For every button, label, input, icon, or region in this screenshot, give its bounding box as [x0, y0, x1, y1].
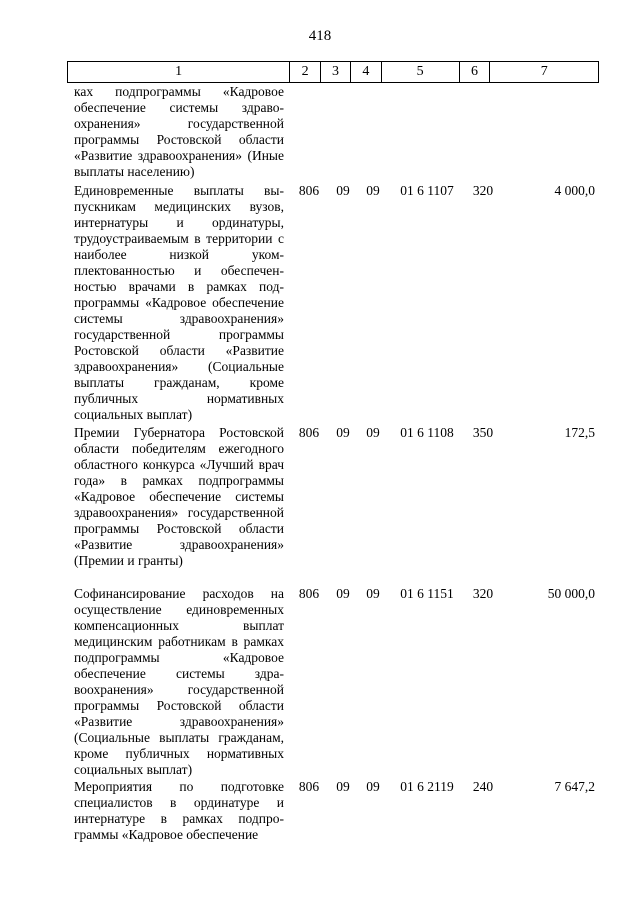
- row-col3: 09: [336, 425, 350, 440]
- row-description: Софинансирование расходов на осуществление единовременных компенсационных выплат медицинским работникам в рамках подпрограммы «Кадровое обеспечение системы здравоохранения» государственной программы Ростовской области «Развитие здравоохранения» (Социальные выплаты гражданам, кроме публичных нормативных социальных выплат): [74, 586, 284, 777]
- table-header: [67, 61, 599, 83]
- row-col6: 320: [472, 183, 494, 198]
- row-col2: 806: [298, 183, 320, 198]
- row-col4: 09: [366, 586, 380, 601]
- row-col5: 01 6 1108: [400, 425, 454, 440]
- row-col3: 09: [336, 183, 350, 198]
- row-col4: 09: [366, 425, 380, 440]
- row-col4: 09: [366, 779, 380, 794]
- header-col-7: 7: [489, 62, 598, 82]
- row-col4: 09: [366, 183, 380, 198]
- row-col7: 50 000,0: [547, 586, 595, 601]
- header-col-3: 3: [320, 62, 350, 82]
- row-col2: 806: [298, 586, 320, 601]
- header-col-1: 1: [175, 64, 183, 79]
- row-col6: 320: [472, 586, 494, 601]
- header-col-2: 2: [289, 62, 320, 82]
- row-col6: 240: [472, 779, 494, 794]
- row-col7: 172,5: [564, 425, 595, 440]
- row-col2: 806: [298, 779, 320, 794]
- row-col3: 09: [336, 586, 350, 601]
- row-description: Единовременные выплаты выпускникам медицинских вузов, интернатуры и ординатуры, трудоустраиваемым в территории с наиболее низкой укомплектованностью и обеспеченностью врачами в рамках подпрограммы «Кадровое обеспечение системы здравоохранения» государственной программы Ростовской области «Развитие здравоохранения» (Социальные выплаты гражданам, кроме публичных нормативных социальных выплат): [74, 183, 284, 422]
- row-description: Мероприятия по подготовке специалистов в ординатуре и интернатуре в рамках подпрограммы «Кадровое обеспечение: [74, 779, 284, 842]
- row-col7: 7 647,2: [554, 779, 595, 794]
- row-col3: 09: [336, 779, 350, 794]
- row-col6: 350: [472, 425, 494, 440]
- continuation-text: ках подпрограммы «Кадровое обеспечение системы здравоохранения» государственной программы Ростовской области «Развитие здравоохранения» (Иные выплаты населению): [74, 84, 284, 179]
- page-number: 418: [308, 28, 332, 44]
- row-col5: 01 6 1151: [400, 586, 454, 601]
- row-col5: 01 6 2119: [400, 779, 454, 794]
- row-description: Премии Губернатора Ростовской области победителям ежегодного областного конкурса «Лучший врач года» в рамках подпрограммы «Кадровое обеспечение системы здравоохранения» государственной программы Ростовской области «Развитие здравоохранения» (Премии и гранты): [74, 425, 284, 568]
- row-col2: 806: [298, 425, 320, 440]
- row-col5: 01 6 1107: [400, 183, 454, 198]
- header-col-5: 5: [381, 62, 459, 82]
- row-col7: 4 000,0: [554, 183, 595, 198]
- header-col-4: 4: [350, 62, 381, 82]
- header-col-6: 6: [459, 62, 490, 82]
